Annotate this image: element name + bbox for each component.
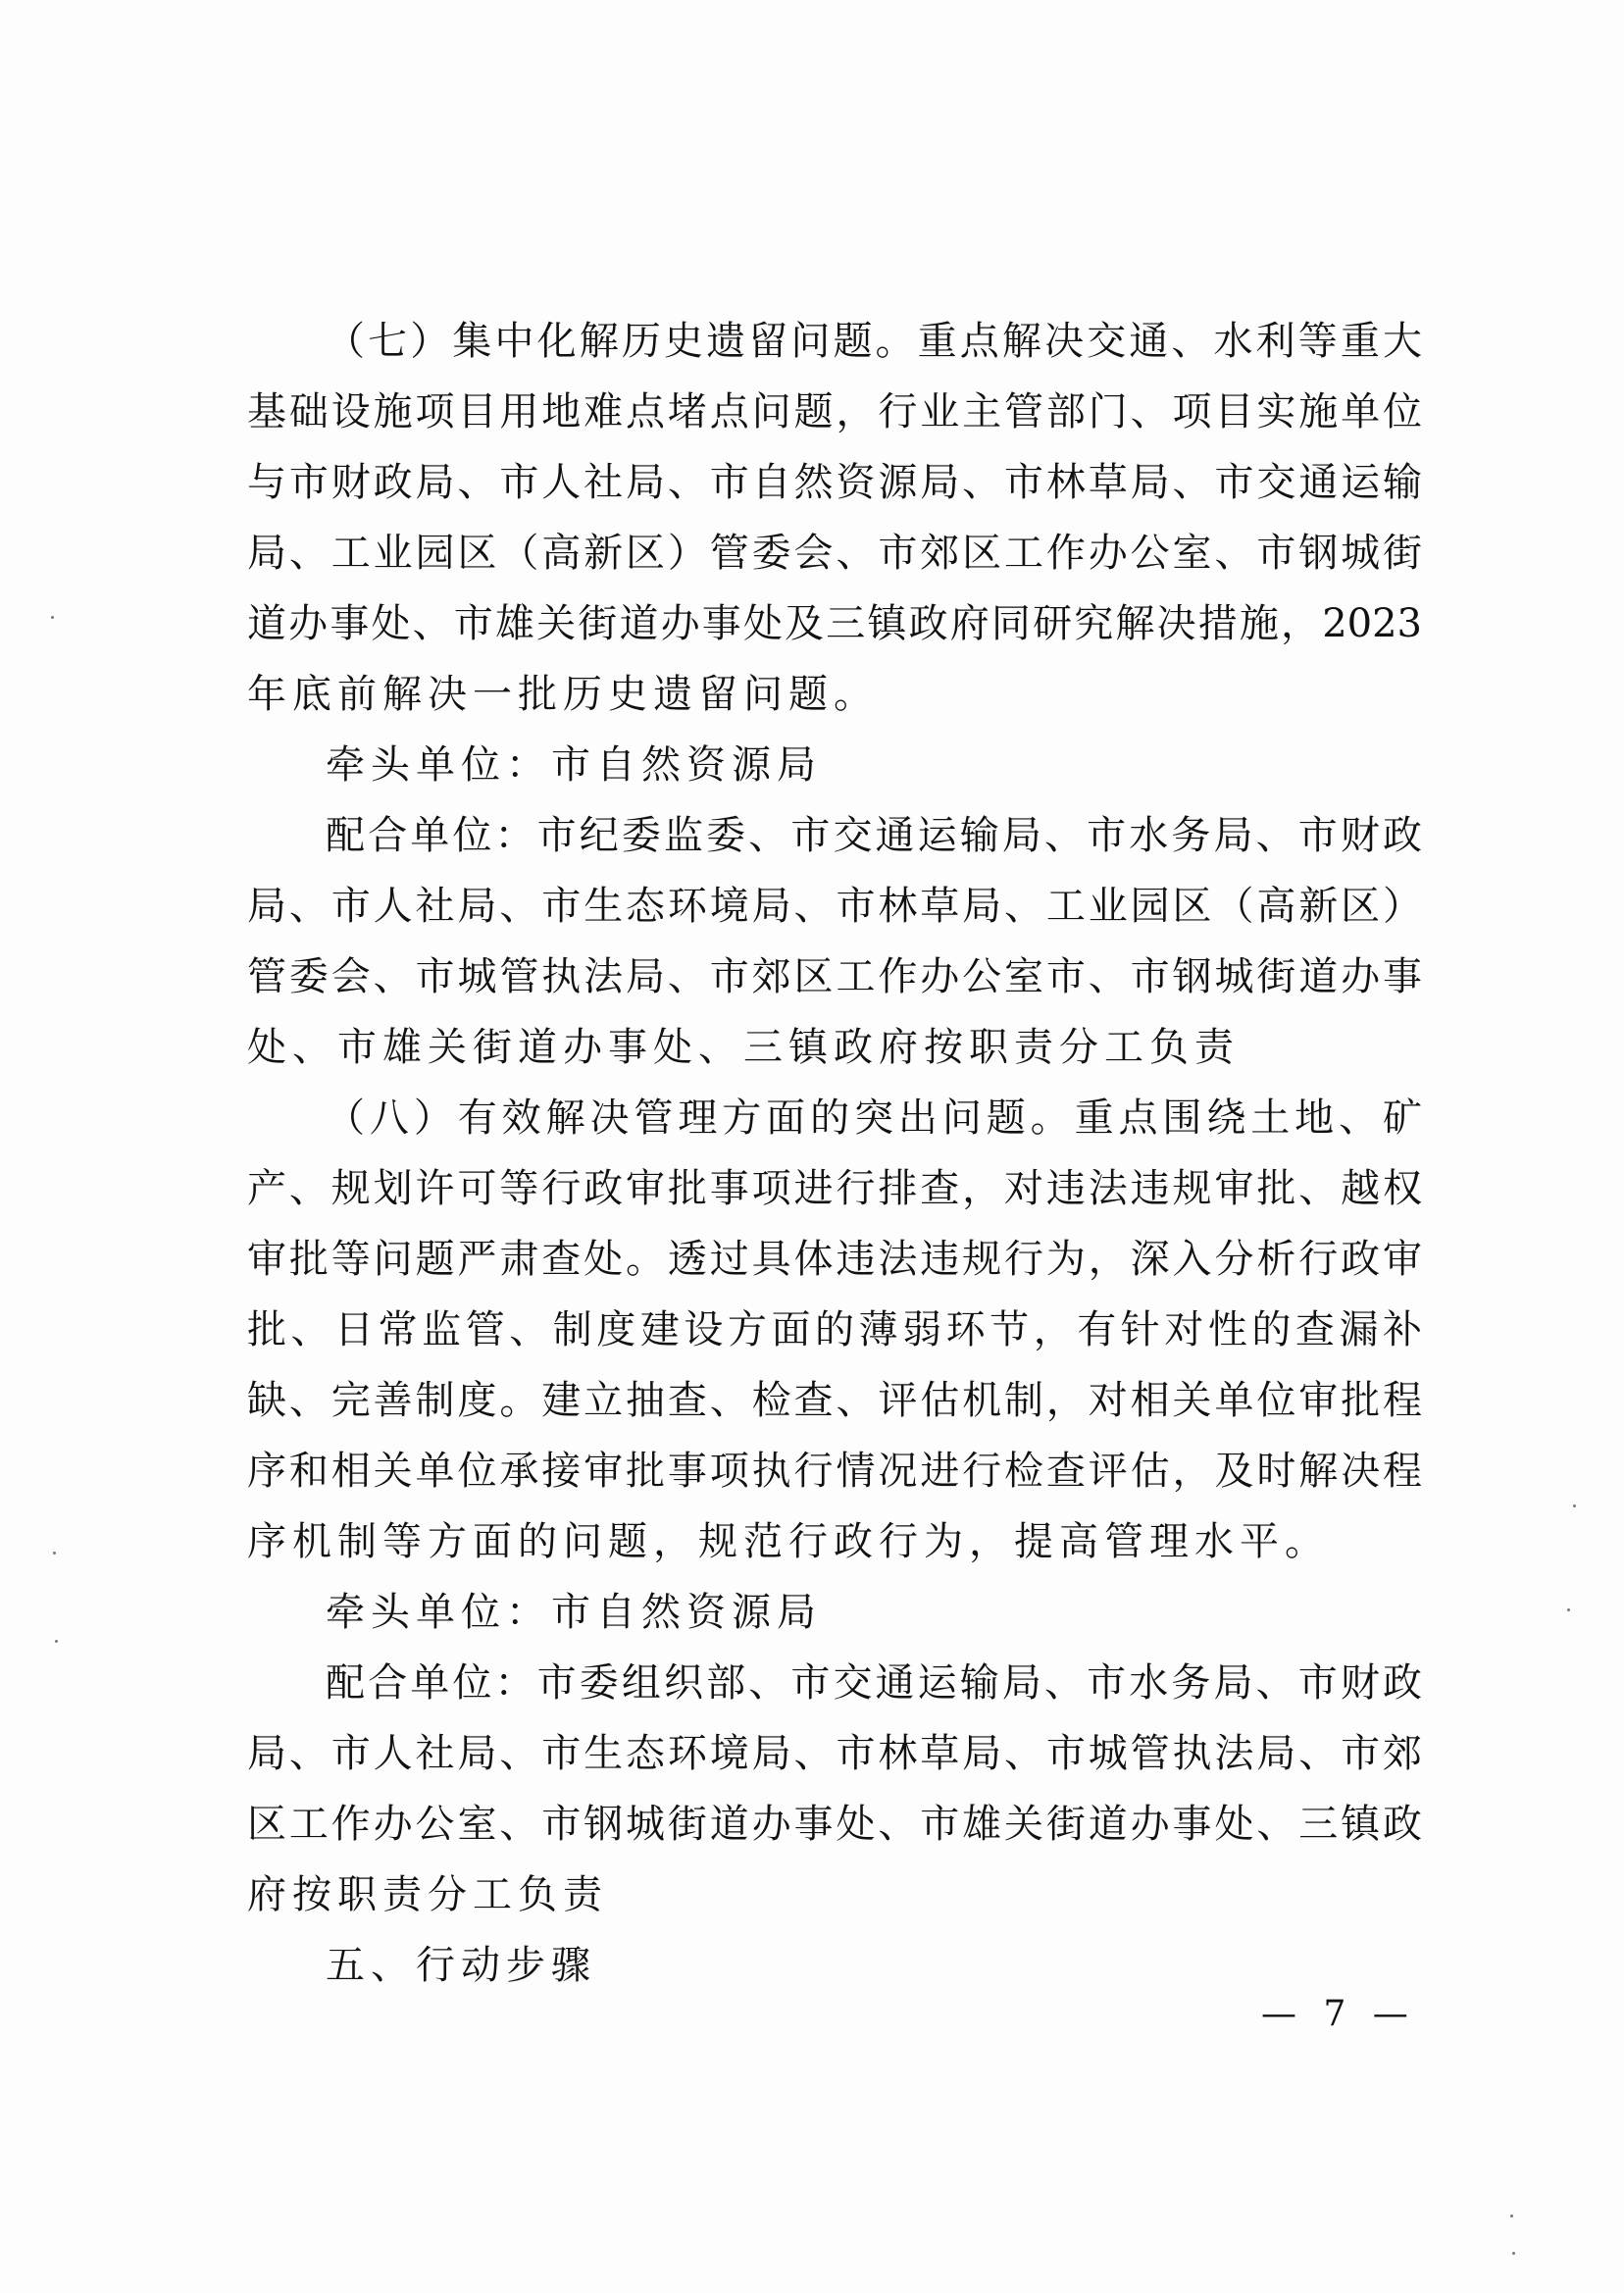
page-number: — 7 — [1261, 1994, 1416, 2034]
paragraph-8-line-4: 批、日常监管、制度建设方面的薄弱环节，有针对性的查漏补 [247, 1307, 1422, 1352]
paragraph-8-line-7: 序机制等方面的问题，规范行政行为，提高管理水平。 [247, 1519, 1330, 1564]
section-heading: 五、行动步骤 [326, 1943, 596, 1988]
paragraph-8-line-6: 序和相关单位承接审批事项执行情况进行检查评估，及时解决程 [247, 1449, 1422, 1494]
scan-speck [51, 616, 54, 619]
coop-units-8-line-1: 配合单位：市委组织部、市交通运输局、市水务局、市财政 [326, 1660, 1422, 1706]
scan-speck [1512, 2252, 1515, 2255]
coop-units-8-line-2: 局、市人社局、市生态环境局、市林草局、市城管执法局、市郊 [247, 1731, 1422, 1776]
coop-units-8-line-3: 区工作办公室、市钢城街道办事处、市雄关街道办事处、三镇政 [247, 1802, 1422, 1847]
scan-speck [1573, 1504, 1576, 1507]
paragraph-7-line-4: 局、工业园区（高新区）管委会、市郊区工作办公室、市钢城街 [247, 531, 1422, 576]
paragraph-8-line-2: 产、规划许可等行政审批事项进行排查，对违法违规审批、越权 [247, 1166, 1422, 1211]
coop-units-7-line-4: 处、市雄关街道办事处、三镇政府按职责分工负责 [247, 1025, 1240, 1070]
lead-unit-7: 牵头单位：市自然资源局 [326, 742, 822, 788]
coop-units-7-line-2: 局、市人社局、市生态环境局、市林草局、工业园区（高新区） [247, 884, 1422, 929]
paragraph-7-line-2: 基础设施项目用地难点堵点问题，行业主管部门、项目实施单位 [247, 389, 1422, 434]
paragraph-7-line-5: 道办事处、市雄关街道办事处及三镇政府同研究解决措施，2023 [247, 601, 1422, 646]
lead-unit-8: 牵头单位：市自然资源局 [326, 1590, 822, 1635]
scan-speck [55, 1640, 58, 1643]
scan-speck [1510, 2215, 1513, 2217]
scan-speck [1567, 1608, 1570, 1611]
coop-units-8-line-4: 府按职责分工负责 [247, 1872, 608, 1917]
document-body [247, 306, 1422, 2001]
scan-speck [53, 1552, 56, 1554]
paragraph-7-line-1: （七）集中化解历史遗留问题。重点解决交通、水利等重大 [326, 319, 1422, 364]
paragraph-7-line-6: 年底前解决一批历史遗留问题。 [247, 672, 879, 717]
paragraph-8-line-3: 审批等问题严肃查处。透过具体违法违规行为，深入分析行政审 [247, 1237, 1422, 1282]
paragraph-8-line-1: （八）有效解决管理方面的突出问题。重点围绕土地、矿 [326, 1096, 1422, 1141]
paragraph-8-line-5: 缺、完善制度。建立抽查、检查、评估机制，对相关单位审批程 [247, 1378, 1422, 1423]
coop-units-7-line-1: 配合单位：市纪委监委、市交通运输局、市水务局、市财政 [326, 813, 1422, 858]
paragraph-7-line-3: 与市财政局、市人社局、市自然资源局、市林草局、市交通运输 [247, 460, 1422, 505]
coop-units-7-line-3: 管委会、市城管执法局、市郊区工作办公室市、市钢城街道办事 [247, 954, 1422, 999]
